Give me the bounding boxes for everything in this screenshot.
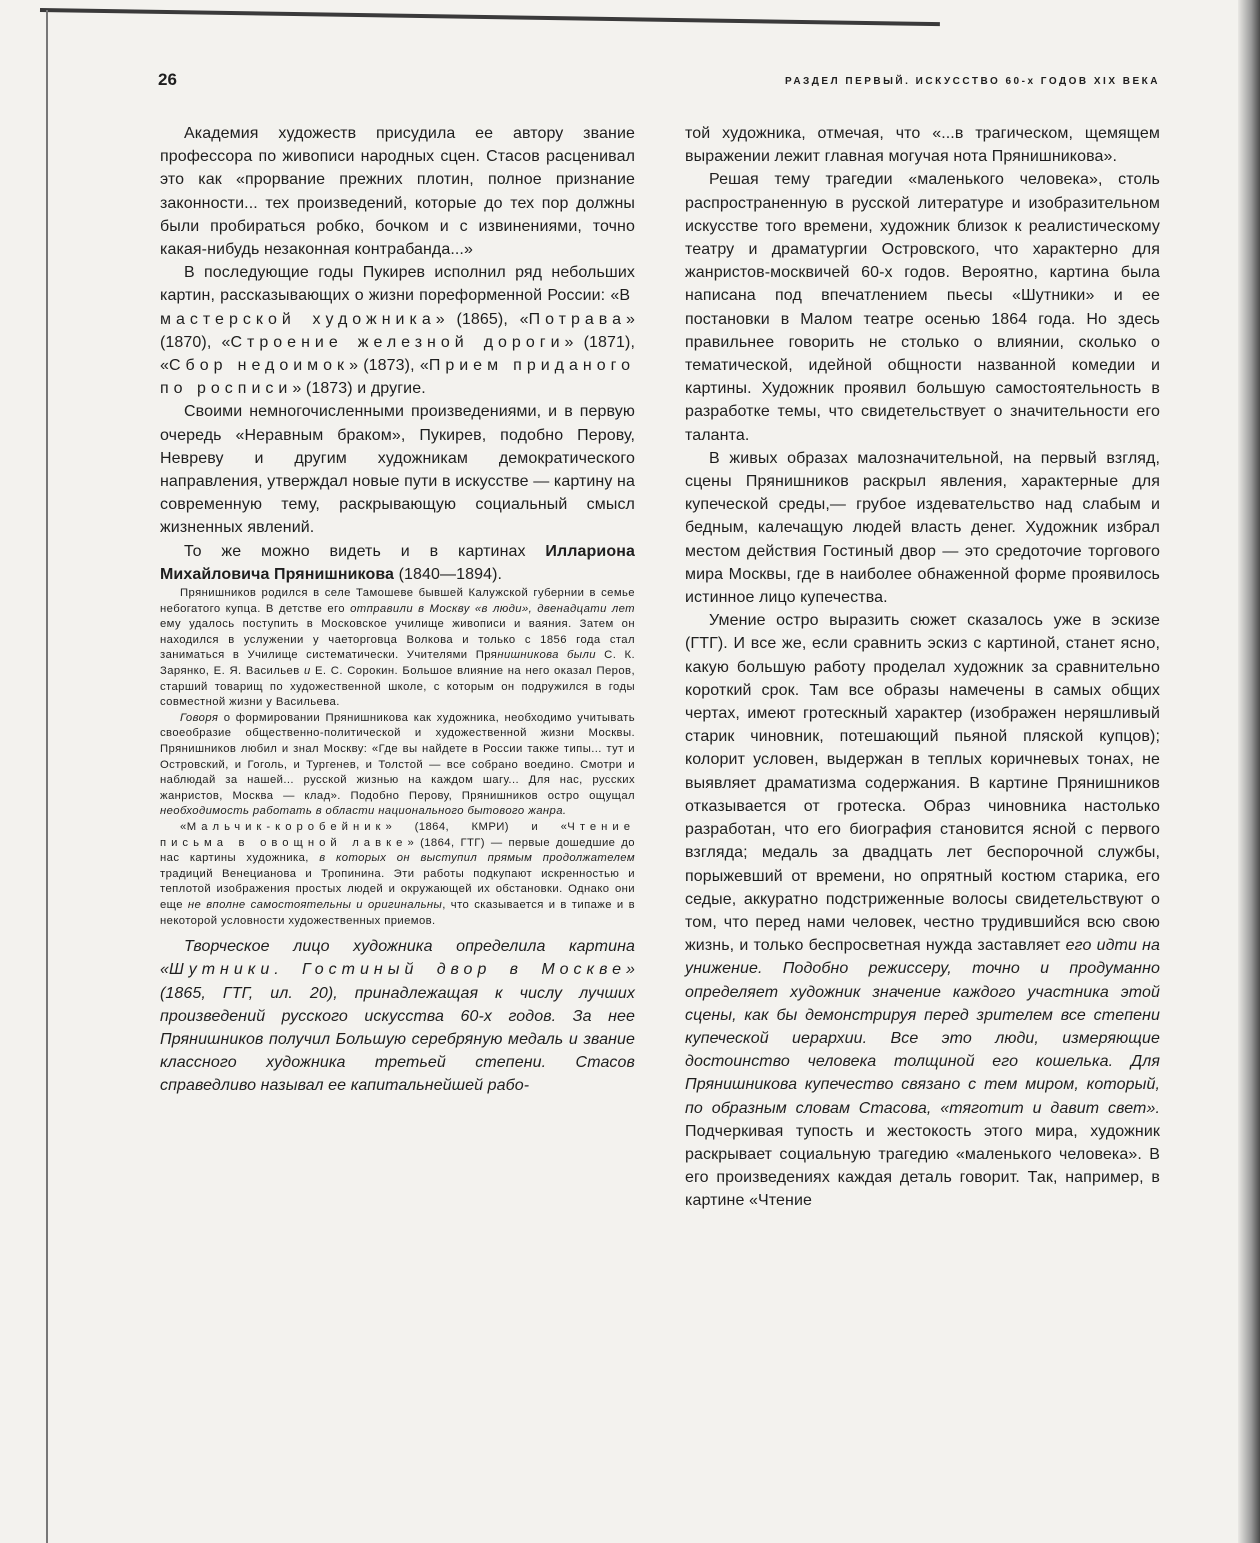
page-number: 26 [158,70,177,89]
artwork-title: Потрава [528,310,626,328]
text-run: С. К. Зарянко, Е. Я. Васильев [160,649,636,678]
italic-run: нишникова были [497,649,596,662]
scan-top-edge [40,8,940,26]
text-run: Е. С. Сорокин. Большое влияние на него оказал Перов, старший товарищ по художественной школе, с которым он подружился в годы совместной жизни у Васильева. [160,665,635,709]
text-run: 20), принадлежащая к числу лучших произведений русского искусства 60-х годов. За нее Прянишников получил Большую серебряную медаль и звание классного художника третьей степени. Стасов справедливо называл ее капитальнейшей рабо- [160,984,635,1095]
italic-run: и [303,665,311,678]
paragraph: Решая тему трагедии «маленького человека», столь распространенную в русской литературе и изобразительном искусстве того времени, художник близок к реалистическому театру и драматургии Островского, что характерно для жанристов-москвичей 60-х годов. Вероятно, картина была написана под впечатлением пьесы «Шутники» и ее постановки в Малом театре осенью 1864 года. Но здесь правильнее говорить не столько о влиянии, сколько о тематической, идейной общности названной комедии и картины. Художник проявил большую самостоятельность в разработке темы, что свидетельствует о значительности его таланта. [685,171,1160,444]
text-run: » (1870), « [160,310,635,351]
artwork-title: Шутники. Гостиный двор в Москве [169,961,626,979]
italic-run: отправили в Москву «в люди», двенадцати лет [350,602,635,615]
italic-run: не вполне самостоятельны и оригинальны [187,898,443,911]
text-run: « [180,820,187,833]
paragraph: В живых образах малозначительной, на первый взгляд, сцены Прянишников раскрыл явления, характерные для купеческой среды,— грубое издевательство над слабым и бедным, калечащую людей власть денег. Художник избрал местом действия Гостиный двор — это средоточие торгового мира Москвы, где в наиболее обнаженной форме проявилось истинное лицо купечества. [685,449,1160,607]
artwork-title: Строение железной дороги [230,333,565,351]
paragraph [160,540,635,586]
scan-left-edge [46,10,48,1543]
left-column [160,122,635,1098]
text-run: Прянишников родился в селе Тамошеве бывшей Калужской губернии в семье небогатого купца. В детстве его [160,587,635,615]
text-run: (1840—1894). [394,565,503,583]
running-head: РАЗДЕЛ ПЕРВЫЙ. ИСКУССТВО 60-х ГОДОВ XIX ВЕКА [785,76,1160,87]
small-print-paragraph [160,820,635,929]
paragraph: той художника, отмечая, что «...в трагическом, щемящем выражении лежит главная могучая нота Прянишникова». [685,125,1160,166]
artwork-title: Прием приданого по росписи [160,357,635,398]
paragraph [160,935,635,1097]
text-run: » (1873), « [349,357,429,375]
paragraph: Своими немногочисленными произведениями, и в первую очередь «Неравным браком», Пукирев, подобно Перову, Невреву и другим художникам демократического направления, утверждал новые пути в искусстве — картину на современную тему, раскрывающую социальный смысл жизненных явлений. [160,403,635,537]
text-run: , что сказывается и в типаже и в некоторой условности художественных приемов. [160,898,635,927]
small-print-paragraph [160,586,635,711]
text-run: о формировании Прянишникова как художника, необходимо учитывать своеобразие общественно-политической и художественной жизни Москвы. Прянишников любил и знал Москву: «Где вы найдете в России также типы... тут и Островский, и Гоголь, и Тургенев, и Толстой — все собрано воедино. Смотри и наблюдай за нашей... русской жизнью на каждом шагу... Для нас, русских жанристов, Москва — клад». Подобно Перову, Прянишников остро ощущал [160,711,635,802]
artwork-title: Чтение письма в овощной лавке [160,820,635,849]
text-run: » (1865, ГТГ, [160,961,635,1002]
italic-run: Говоря [180,711,219,724]
right-column [685,122,1160,1213]
paragraph: Академия художеств присудила ее автору звание профессора по живописи народных сцен. Стасов расценивал это как «прорвание прежних плотин, полное признание законности... тех произведений, которые до тех пор должны были пробираться робко, бочком и с извинениями, точно какая-нибудь незаконная контрабанда...» [160,125,635,259]
text-run: Умение остро выразить сюжет сказалось уже в эскизе (ГТГ). И все же, если сравнить эскиз с картиной, станет ясно, какую большую работу проделал художник за сравнительно короткий срок. Там все образы намечены в самых общих чертах, имеют гротескный характер (изображен неряшливый старик чиновник, потешающий пьяной пляской купцов); колорит условен, выдержан в теплых коричневых тонах, не выявляет драматизма содержания. В картине Прянишников отказывается от гротеска. Образ чиновника настолько разработан, что его биография становится ясной с первого взгляда; медаль за двадцать лет беспорочной службы, порыжевший от времени, но опрятный костюм старика, его седые, аккуратно подстриженные волосы свидетельствуют о том, что перед нами человек, честно трудившийся всю свою жизнь, и только беспросветная нужда заставляет [685,612,1160,955]
italic-run: в которых он выступил прямым продолжателем [319,852,636,865]
text-run: традиций Венецианова и Тропинина. Эти работы подкупают искренностью и теплотой изображения простых людей и окружающей их обстановки. Однако они еще [160,867,635,911]
italic-run: необходимость работать в области национального бытового жанра. [160,805,567,818]
book-binding-shadow [1238,0,1260,1543]
text-run: ему удалось поступить в Московское училище живописи и ваяния. Затем он находился в услужении у чаеторговца Волкова и только с 1856 года стал заниматься в Училище систематически. Учителями Пря [160,618,635,662]
text-run: » (1865), « [435,310,529,328]
text-run: » (1864, ГТГ) — первые дошедшие до нас картины художника, [160,836,635,865]
text-run: Подчеркивая тупость и жестокость этого мира, художник раскрывает социальную трагедию «маленького человека». В его произведениях каждая деталь говорит. Так, например, в картине «Чтение [685,1122,1160,1210]
text-run: В последующие годы Пукирев исполнил ряд небольших картин, рассказывающих о жизни пореформенной России: « [160,264,635,305]
italic-run: его идти на унижение. Подобно режиссеру, точно и продуманно определяет художник значение каждого участника этой сцены, как бы демонстрируя перед зрителем все степени купеческой иерархии. Все это люди, измеряющие достоинство человека толщиной его кошелька. Для Прянишникова купечество связано с тем миром, который, по образным словам Стасова, «тяготит и давит свет». [685,937,1161,1117]
text-run: » (1864, КМРИ) и « [385,820,568,833]
artist-name: Иллариона Михайловича Прянишникова [160,542,635,583]
paragraph [685,609,1160,1212]
text-run: » (1871), « [160,333,635,375]
text-run: ил. [270,984,293,1002]
text-run: Творческое лицо художника определила картина « [160,938,635,979]
artwork-title: Мальчик-коробейник [186,820,386,833]
text-run: То же можно видеть и в картинах [184,542,546,560]
text-run: » (1873) и другие. [292,380,426,398]
artwork-title: В мастерской художника [160,287,635,328]
small-print-paragraph [160,711,635,820]
artwork-title: Сбор недоимок [169,357,350,375]
paragraph [160,261,635,400]
